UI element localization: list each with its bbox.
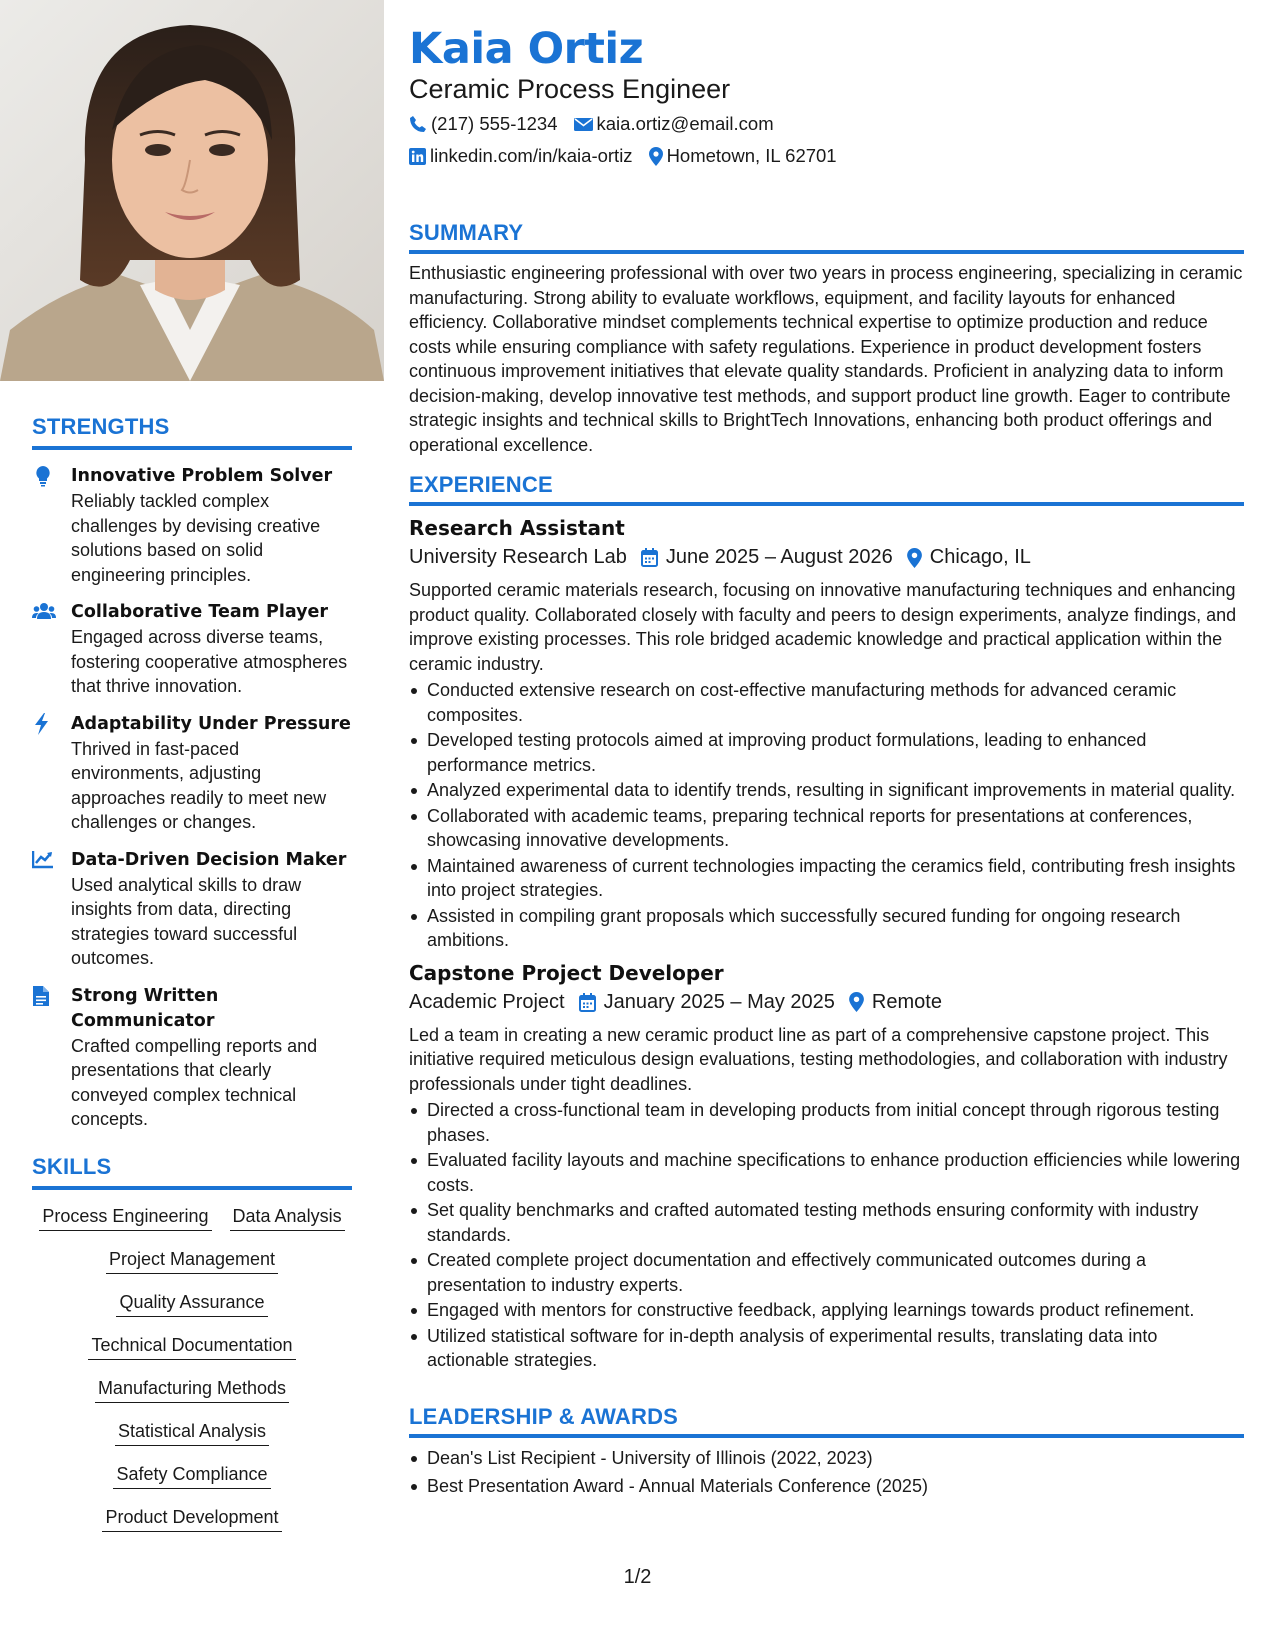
job-meta bbox=[409, 546, 1244, 569]
calendar-icon bbox=[579, 993, 596, 1012]
award-item: Best Presentation Award - Annual Materials Conference (2025) bbox=[409, 1474, 1244, 1499]
summary-text: Enthusiastic engineering professional with over two years in process engineering, specializing in ceramic manufacturing. Strong ability to evaluate workflows, equipment, and facility layouts for enhanced efficiency. Collaborative mindset complements technical expertise to optimize production and reduce costs while ensuring compliance with safety regulations. Experience in product development fosters continuous improvement initiatives that elevate quality standards. Proficient in analyzing data to inform decision-making, develop innovative test methods, and support product line growth. Eager to contribute strategic insights and technical skills to BrightTech Innovations, enhancing both product offerings and operational excellence. bbox=[409, 263, 1243, 455]
strength-description: Used analytical skills to draw insights from data, directing strategies toward successful outcomes. bbox=[71, 874, 302, 968]
job-bullet: Maintained awareness of current technologies impacting the ceramics field, contributing fresh insights into project strategies. bbox=[409, 854, 1244, 903]
skill-tag: Quality Assurance bbox=[116, 1290, 267, 1317]
strength-title: Collaborative Team Player bbox=[71, 602, 329, 622]
job-role: Capstone Project Developer bbox=[409, 960, 724, 985]
email-text: kaia.ortiz@email.com bbox=[596, 113, 774, 134]
job-bullet: Evaluated facility layouts and machine specifications to enhance production efficiencies while lowering costs. bbox=[409, 1148, 1244, 1197]
strength-title: Data-Driven Decision Maker bbox=[71, 849, 347, 870]
calendar-icon bbox=[641, 548, 658, 567]
location-text: Hometown, IL 62701 bbox=[666, 145, 837, 166]
left-sections bbox=[32, 414, 352, 1548]
phone-icon bbox=[409, 115, 427, 133]
left-column bbox=[0, 0, 384, 1650]
summary-heading: SUMMARY bbox=[409, 220, 1244, 254]
job-organization: Academic Project bbox=[409, 990, 565, 1013]
map-pin-icon bbox=[849, 992, 864, 1012]
phone-text: (217) 555-1234 bbox=[431, 113, 558, 134]
job-dates bbox=[641, 546, 893, 569]
experience-section bbox=[409, 472, 1244, 1374]
strength-item bbox=[32, 984, 352, 1132]
summary-section bbox=[409, 220, 1244, 457]
job-bullet: Created complete project documentation and effectively communicated outcomes during a presentation to industry experts. bbox=[409, 1248, 1244, 1297]
strength-description: Thrived in fast-paced environments, adjusting approaches readily to meet new challenges or changes. bbox=[71, 738, 327, 832]
job-bullet: Assisted in compiling grant proposals which successfully secured funding for ongoing research ambitions. bbox=[409, 904, 1244, 953]
candidate-name: Kaia Ortiz bbox=[409, 24, 644, 74]
strength-description: Crafted compelling reports and presentations that clearly conveyed complex technical concepts. bbox=[71, 1035, 318, 1129]
job-bullet: Analyzed experimental data to identify trends, resulting in significant improvements in material quality. bbox=[409, 778, 1244, 803]
strength-item bbox=[32, 464, 352, 587]
strength-item bbox=[32, 600, 352, 699]
job-entry bbox=[409, 961, 1244, 1373]
job-location bbox=[849, 991, 942, 1014]
job-bullets bbox=[409, 1098, 1244, 1373]
strengths-list bbox=[32, 464, 352, 1132]
job-bullet: Collaborated with academic teams, preparing technical reports for presentations at conferences, showcasing innovative developments. bbox=[409, 804, 1244, 853]
job-bullet: Directed a cross-functional team in developing products from initial concept through rigorous testing phases. bbox=[409, 1098, 1244, 1147]
linkedin-contact[interactable] bbox=[409, 145, 633, 167]
document-icon bbox=[32, 985, 56, 1007]
skill-tag: Data Analysis bbox=[230, 1204, 345, 1231]
awards-list bbox=[409, 1446, 1244, 1498]
skills-heading: SKILLS bbox=[32, 1154, 352, 1190]
bolt-icon bbox=[32, 713, 56, 735]
skills-list bbox=[32, 1204, 352, 1532]
job-bullet: Set quality benchmarks and crafted automated testing methods ensuring conformity with industry standards. bbox=[409, 1198, 1244, 1247]
contact-row bbox=[409, 145, 853, 167]
skill-tag: Project Management bbox=[106, 1247, 278, 1274]
job-bullets bbox=[409, 678, 1244, 953]
strength-item bbox=[32, 848, 352, 971]
job-bullet: Developed testing protocols aimed at improving product formulations, leading to enhanced performance metrics. bbox=[409, 728, 1244, 777]
job-dates bbox=[579, 991, 835, 1014]
job-bullet: Utilized statistical software for in-depth analysis of experimental results, translating data into actionable strategies. bbox=[409, 1324, 1244, 1373]
job-bullet: Conducted extensive research on cost-effective manufacturing methods for advanced ceramic composites. bbox=[409, 678, 1244, 727]
location-contact bbox=[649, 145, 837, 167]
email-contact[interactable] bbox=[574, 113, 774, 135]
skill-tag: Technical Documentation bbox=[88, 1333, 295, 1360]
skill-tag: Safety Compliance bbox=[113, 1462, 270, 1489]
phone-contact[interactable] bbox=[409, 113, 558, 135]
job-location-text: Chicago, IL bbox=[929, 546, 1031, 568]
portrait-illustration bbox=[0, 0, 384, 381]
job-description: Supported ceramic materials research, focusing on innovative manufacturing techniques and enhancing product quality. Collaborated closely with faculty and peers to design experiments, analyze findings, and improve existing processes. This role bridged academic knowledge and practical application within the ceramic industry. bbox=[409, 580, 1237, 674]
profile-photo bbox=[0, 0, 384, 381]
job-dates-text: January 2025 – May 2025 bbox=[603, 990, 835, 1013]
lightbulb-icon bbox=[32, 465, 56, 487]
awards-section bbox=[409, 1404, 1244, 1501]
experience-heading: EXPERIENCE bbox=[409, 472, 1244, 506]
job-location-text: Remote bbox=[871, 990, 942, 1013]
map-pin-icon bbox=[649, 147, 663, 166]
job-role: Research Assistant bbox=[409, 516, 625, 540]
candidate-title: Ceramic Process Engineer bbox=[409, 74, 731, 104]
strength-title: Adaptability Under Pressure bbox=[71, 713, 351, 734]
strength-description: Reliably tackled complex challenges by devising creative solutions based on solid engineering principles. bbox=[71, 491, 321, 585]
contact-row bbox=[409, 113, 790, 135]
page-number: 1/2 bbox=[623, 1566, 652, 1588]
strength-description: Engaged across diverse teams, fostering cooperative atmospheres that thrive innovation. bbox=[71, 627, 348, 696]
job-bullet: Engaged with mentors for constructive feedback, applying learnings towards product refinement. bbox=[409, 1298, 1244, 1323]
job-location bbox=[907, 546, 1031, 569]
skill-tag: Statistical Analysis bbox=[115, 1419, 269, 1446]
job-organization: University Research Lab bbox=[409, 546, 627, 568]
job-meta bbox=[409, 991, 1244, 1014]
strength-title: Innovative Problem Solver bbox=[71, 466, 333, 486]
users-icon bbox=[32, 601, 56, 623]
award-item: Dean's List Recipient - University of Illinois (2022, 2023) bbox=[409, 1446, 1244, 1471]
linkedin-text: linkedin.com/in/kaia-ortiz bbox=[430, 145, 633, 166]
awards-heading: LEADERSHIP & AWARDS bbox=[409, 1404, 1244, 1438]
linkedin-icon bbox=[409, 148, 426, 165]
skill-tag: Product Development bbox=[102, 1505, 281, 1532]
job-entry bbox=[409, 516, 1244, 953]
envelope-icon bbox=[574, 117, 593, 132]
map-pin-icon bbox=[907, 548, 922, 568]
strength-item bbox=[32, 712, 352, 835]
skill-tag: Process Engineering bbox=[39, 1204, 211, 1231]
job-dates-text: June 2025 – August 2026 bbox=[665, 546, 893, 568]
chart-line-icon bbox=[32, 849, 56, 871]
strength-title: Strong Written Communicator bbox=[71, 985, 219, 1031]
job-description: Led a team in creating a new ceramic product line as part of a comprehensive capstone project. This initiative required meticulous design evaluations, testing methodologies, and collaboration with industry professionals under tight deadlines. bbox=[409, 1024, 1228, 1094]
skill-tag: Manufacturing Methods bbox=[95, 1376, 289, 1403]
strengths-heading: STRENGTHS bbox=[32, 414, 352, 450]
